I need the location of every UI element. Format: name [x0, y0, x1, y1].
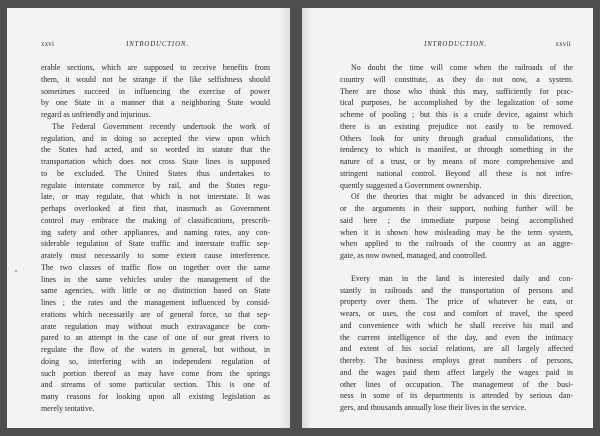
text-line: siderable regulation of State traffic and interstate traffic sep- [41, 239, 270, 249]
gutter-shadow [280, 8, 290, 428]
text-line: stringent national control. Beyond all these is not infre- [340, 168, 573, 178]
text-line: No doubt the time will come when the railroads of the [351, 63, 573, 72]
gutter-shadow [302, 8, 312, 428]
text-line: said here ; the immediate purpose being accomplished [340, 215, 573, 225]
text-line: country will constitute, as they do not now, a system. [340, 74, 573, 84]
text-line: the current intelligence of the day, and even the intimacy [340, 332, 573, 342]
text-line: to be excluded. The United States thus undertakes to [41, 168, 270, 178]
text-line: tendency to which is manifest, or through something in the [340, 145, 573, 155]
text-line: quently suggested a Government ownership. [340, 180, 482, 190]
text-line: by one State in a manner that a neighboring State would [41, 98, 270, 108]
text-line: merely tentative. [41, 403, 95, 413]
running-title: INTRODUCTION. [126, 41, 189, 48]
text-line: other lines of occupation. The management of the busi- [340, 379, 573, 389]
left-page [7, 8, 290, 428]
right-page [302, 8, 593, 428]
text-line: scheme of pooling ; but this is a crude device, against which [340, 110, 573, 119]
text-line: and streams of some particular section. This is one of [41, 380, 270, 390]
text-line: there is an existing prejudice not easily to be removed. [340, 121, 573, 131]
text-line: The two classes of traffic flow on together over the same [41, 262, 270, 272]
text-line: regulate the flow of the waters in general, but without, in [41, 345, 270, 354]
page-number: xxvi [41, 41, 55, 48]
text-line: and convenience with which he shall receive his mail and [340, 320, 573, 330]
text-line: and extent of his social relations, are all largely affected [340, 344, 573, 354]
text-line: erable sections, which are supposed to receive benefits from [41, 63, 270, 72]
text-line: regulation, and in doing so accepted the view upon which [41, 133, 270, 143]
text-line: arately must necessarily to some extent cause interference. [41, 251, 270, 260]
text-line: late, or may regulate, that which is not interstate. It was [41, 192, 270, 202]
text-line: nature of a trust, or by means of more comprehensive and [340, 157, 573, 166]
text-line: Of the theories that might be advanced in this direction, [351, 192, 573, 202]
text-line: There are those who think this may, sufficiently for prac- [340, 86, 573, 96]
text-line: ness in some of its departments is attended by serious dan- [340, 391, 573, 401]
text-line: arate regulation may without much extravagance be com- [41, 321, 270, 331]
text-line: or the arguments in their support, nothing further will be [340, 204, 573, 213]
text-line: wears, or uses, the cost and comfort of travel, the speed [340, 309, 573, 318]
text-line: Every man in the land is interested daily and con- [351, 273, 573, 283]
text-line: thereby. The business employs great numbers of persons, [340, 356, 573, 365]
text-line: such portion thereof as may have come from the springs [41, 368, 270, 378]
text-line: many reasons for looking upon all existing legislation as [41, 392, 270, 401]
text-line: control may embrace the making of classifications, prescrib- [41, 215, 270, 225]
text-line: regulate interstate commerce by rail, and the States regu- [41, 180, 270, 190]
right-body-text [340, 62, 573, 414]
text-line: transportation which does not cross State lines is supposed [41, 157, 270, 166]
text-line: same agencies, with little or no distinction based on State [41, 286, 270, 296]
text-line: gate, as now owned, managed, and controlled. [340, 251, 487, 260]
page-number: xxvii [555, 41, 571, 48]
text-line: erations which necessarily are of general force, so that sep- [41, 309, 270, 319]
running-title: INTRODUCTION. [424, 41, 487, 48]
text-line: and the wages paid them affect largely the wages paid in [340, 367, 573, 377]
text-line: property over them. The price of whatever he eats, or [340, 297, 573, 307]
text-line: when applied to the railroads of the country as an aggre- [340, 239, 573, 249]
text-line: gers, and thousands annually lose their lives in the service. [340, 403, 527, 412]
text-line: doing so, interfering with an independent regulation of [41, 356, 270, 366]
text-line: pared to an attempt in the case of one of our great rivers to [41, 333, 270, 343]
paper-speck [15, 270, 17, 272]
text-line: ing safety and other appliances, and naming rates, any con- [41, 227, 270, 237]
text-line: them, it would not be strange if the like selfishness should [41, 74, 270, 84]
text-line: lines in the same vehicles under the management of the [41, 274, 270, 284]
text-line: tical purposes, be accomplished by the legalization of some [340, 98, 573, 108]
paragraph-gap [340, 262, 573, 273]
text-line: perhaps overlooked at first that, inasmuch as Government [41, 204, 270, 213]
text-line: regard as unfriendly and injurious. [41, 110, 151, 119]
text-line: the States had acted, and so worded its statute that the [41, 145, 270, 155]
text-line: lines ; the rates and the management influenced by consid- [41, 298, 270, 307]
text-line: The Federal Government recently undertook the work of [52, 121, 270, 131]
text-line: when it is shown how misleading may be the term system, [340, 227, 573, 237]
text-line: sometimes succeed in influencing the exercise of power [41, 86, 270, 96]
text-line: Others look for unity through gradual consolidations, the [340, 133, 573, 143]
left-body-text [41, 62, 270, 415]
text-line: stantly in railroads and the transportation of persons and [340, 285, 573, 295]
